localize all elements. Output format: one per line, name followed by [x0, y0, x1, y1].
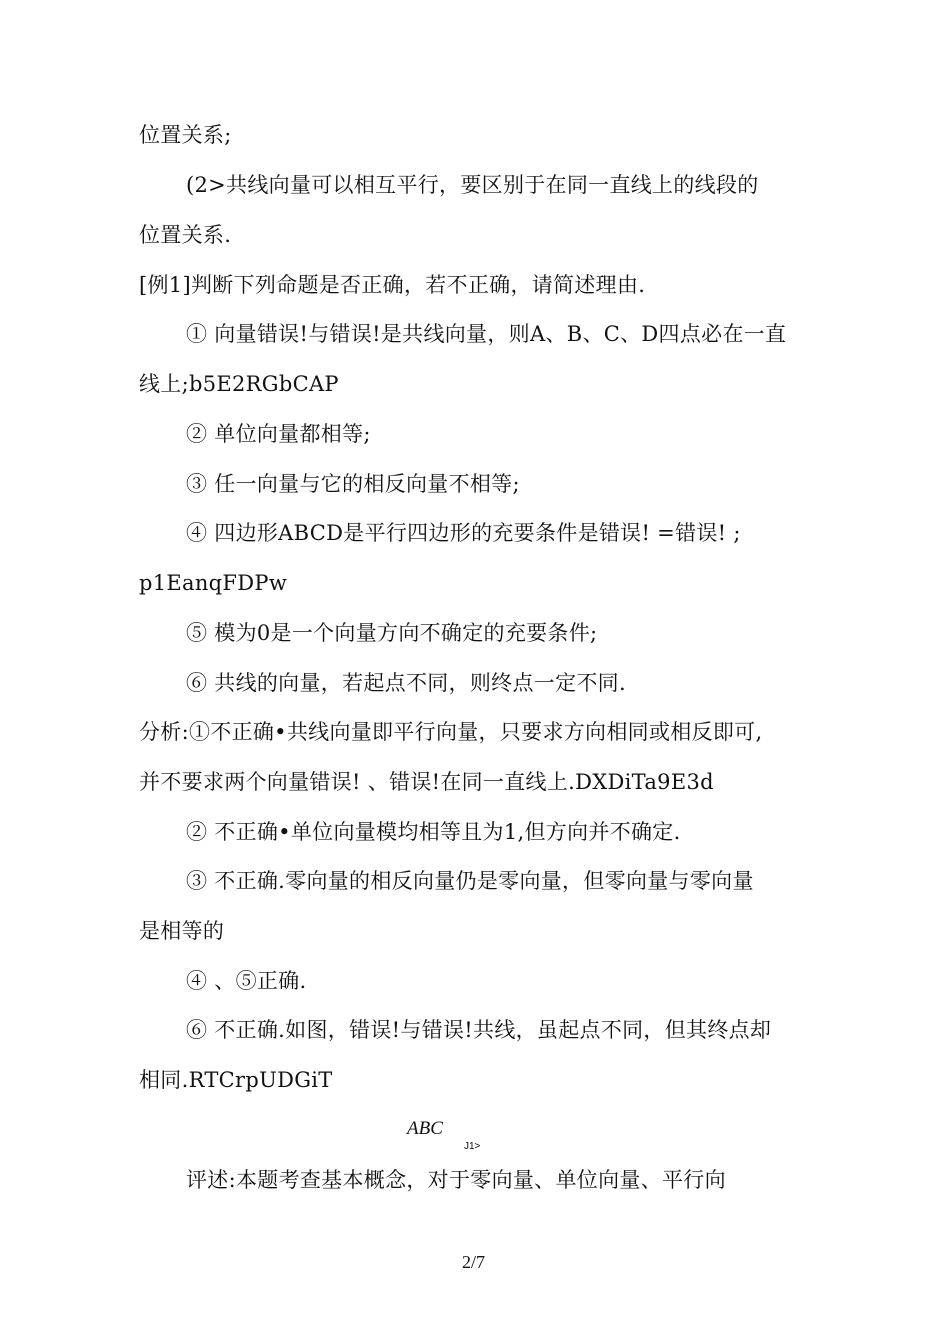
commentary-line: 评述:本题考查基本概念，对于零向量、单位向量、平行向: [186, 1168, 726, 1192]
figure-label: ABC: [407, 1118, 443, 1139]
page-number: 2/7: [462, 1252, 486, 1272]
figure-sublabel: J1>: [464, 1141, 481, 1152]
text-line: ④ 四边形ABCD是平行四边形的充要条件是错误! =错误! ;: [186, 521, 741, 545]
analysis-heading: 分析:①不正确•共线向量即平行向量，只要求方向相同或相反即可,: [139, 720, 763, 744]
text-line: 位置关系.: [139, 223, 232, 247]
text-line: ③ 不正确.零向量的相反向量仍是零向量，但零向量与零向量: [186, 869, 754, 893]
text-line: ② 不正确•单位向量模均相等且为1,但方向并不确定.: [186, 820, 681, 844]
text-line: 线上;b5E2RGbCAP: [139, 372, 339, 396]
text-line: 位置关系;: [139, 123, 232, 147]
text-line: ⑥ 共线的向量，若起点不同，则终点一定不同.: [186, 671, 626, 695]
text-line: ⑤ 模为0是一个向量方向不确定的充要条件;: [186, 621, 598, 645]
text-line: 相同.RTCrpUDGiT: [139, 1068, 333, 1092]
example-heading: [例1]判断下列命题是否正确，若不正确，请简述理由.: [139, 273, 646, 297]
text-line: p1EanqFDPw: [139, 571, 288, 595]
text-line: (2>共线向量可以相互平行，要区别于在同一直线上的线段的: [186, 173, 759, 197]
text-line: 是相等的: [139, 919, 225, 943]
text-line: ⑥ 不正确.如图，错误!与错误!共线，虽起点不同，但其终点却: [186, 1018, 772, 1042]
text-line: ② 单位向量都相等;: [186, 422, 371, 446]
text-line: ③ 任一向量与它的相反向量不相等;: [186, 472, 520, 496]
text-line: ④ 、⑤正确.: [186, 969, 307, 993]
text-line: 并不要求两个向量错误! 、错误!在同一直线上.DXDiTa9E3d: [139, 770, 714, 794]
text-line: ① 向量错误!与错误!是共线向量，则A、B、C、D四点必在一直: [186, 322, 787, 346]
